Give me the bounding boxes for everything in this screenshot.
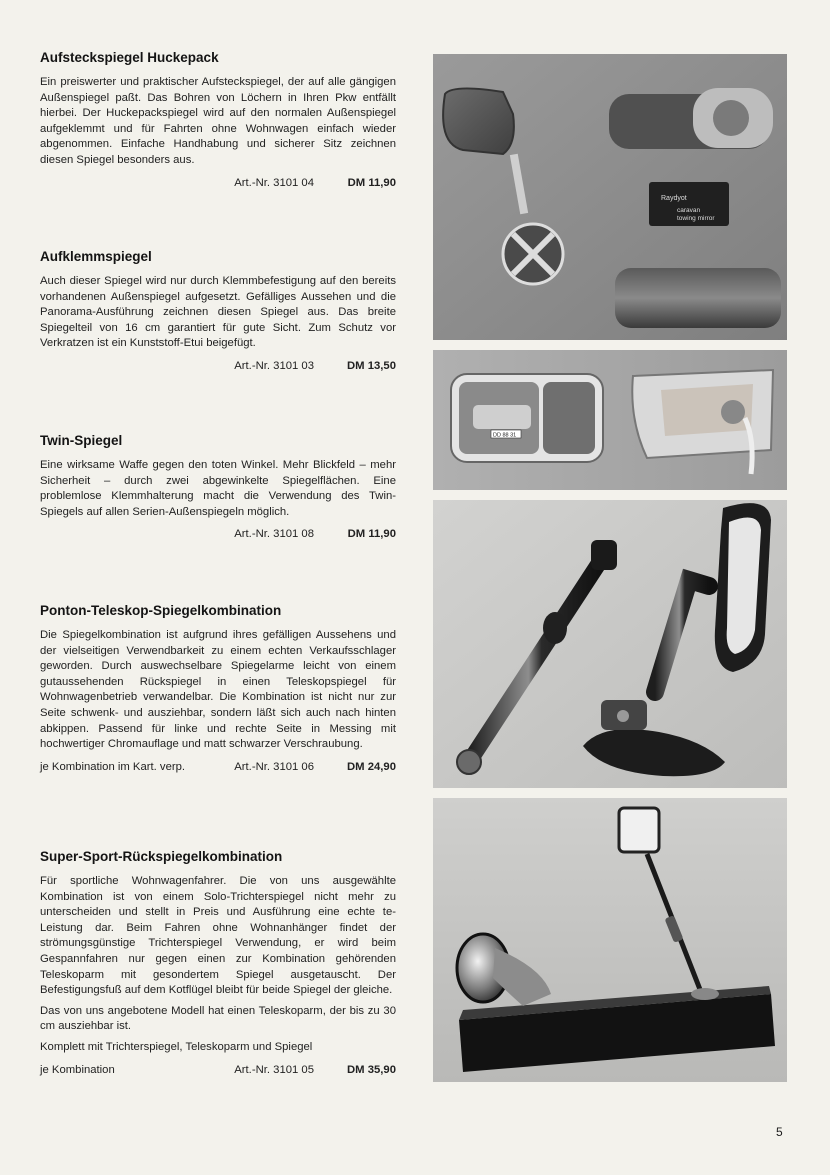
section-title: Aufsteckspiegel Huckepack [40, 50, 219, 65]
article-number: Art.-Nr. 3101 04 [234, 176, 314, 189]
section-body: Eine wirksame Waffe gegen den toten Winkel. Mehr Blickfeld – mehr Sicherheit – durch zwei abgewinkelte Spiegelflächen. Eine problemlose Klemmhalterung macht die Verwendung des Twin-Spiegels auf allen Serien-Außenspiegeln möglich. [40, 459, 396, 518]
section-title: Ponton-Teleskop-Spiegelkombination [40, 603, 282, 618]
article-number: Art.-Nr. 3101 03 [234, 359, 314, 372]
section-aufklemmspiegel [40, 249, 396, 372]
protective-etui [615, 268, 781, 328]
clamp-bracket [609, 88, 773, 149]
section-body: Das von uns angebotene Modell hat einen Teleskoparm, der bis zu 30 cm ausziehbar ist. [40, 1004, 396, 1033]
section-ponton-teleskop [40, 603, 396, 773]
brand-text: Raydyot [661, 195, 687, 202]
page-number: 5 [776, 1125, 783, 1139]
packaging-label [649, 182, 729, 226]
section-body: Die Spiegelkombination ist aufgrund ihres gefälligen Aussehens und der vielseitigen Verwendbarkeit zu einem echten Verkaufsschlager geworden. Durch auswechselbare Spiegelarme leicht von einem gutaussehenden Rückspiegel in einen Teleskopspiegel für Wohnwagenbetrieb verwandelbar. Die Kombination ist nicht nur zur Seite schwenk- und ausziehbar, sondern läßt sich auch nach hinten abkippen. Passend für linke und rechte Seite in Messing mit hochwertiger Chromauflage und matt schwarzer Verschraubung. [40, 629, 396, 751]
photo-huckepack [433, 54, 787, 340]
article-line [40, 761, 396, 773]
section-twin-spiegel [40, 433, 396, 540]
label-line2: towing mirror [677, 215, 715, 222]
article-lead: je Kombination im Kart. verp. [40, 760, 186, 773]
section-aufsteckspiegel [40, 50, 396, 189]
price: DM 24,90 [347, 760, 396, 773]
section-body: Für sportliche Wohnwagenfahrer. Die von uns ausgewählte Kombination ist von einem Solo-Trichterspiegel nicht mehr zu unterscheiden und stellt in Preis und Ausführung eine echte te-Leistung dar. Beim Fahren ohne Wohnanhänger findet der strömungsgünstige Trichterspiegel Verwendung, er wird beim Gespannfahren nur gegen einen zur Kombination gehörenden Teleskoparm mit gesondertem Spiegel ausgetauscht. Der Befestigungsfuß auf dem Kotflügel bleibt für beide Spiegel der gleiche. [40, 875, 396, 997]
price: DM 11,90 [347, 528, 396, 541]
section-title: Aufklemmspiegel [40, 249, 152, 264]
label-line1: caravan [677, 207, 701, 214]
twin-mirror [451, 374, 603, 462]
section-title: Twin-Spiegel [40, 433, 123, 448]
section-title: Super-Sport-Rückspiegelkombination [40, 849, 283, 864]
article-number: Art.-Nr. 3101 06 [234, 760, 314, 773]
article-number: Art.-Nr. 3101 08 [234, 528, 314, 541]
license-plate: DD 88 31 [493, 432, 517, 439]
section-body: Komplett mit Trichterspiegel, Teleskoparm und Spiegel [40, 1040, 313, 1053]
article-line [40, 528, 396, 540]
photo-ponton-teleskop [433, 500, 787, 788]
article-lead: je Kombination [40, 1063, 115, 1076]
article-line [40, 177, 396, 189]
price: DM 11,90 [347, 176, 396, 189]
price: DM 35,90 [347, 1063, 396, 1076]
article-line [40, 1064, 396, 1076]
article-number: Art.-Nr. 3101 05 [234, 1063, 314, 1076]
photo-twin [433, 350, 787, 490]
section-body: Auch dieser Spiegel wird nur durch Klemmbefestigung auf den bereits vorhandenen Außenspiegel aufgesetzt. Gefälliges Aussehen und die Panorama-Ausführung zeichnen diesen Spiegel aus. Das breite Spiegelteil von 16 cm garantiert für gute Sicht. Zum Schutz vor Verkratzen ist ein Kunststoff-Etui beigefügt. [40, 275, 396, 350]
photo-super-sport [433, 798, 787, 1082]
article-line [40, 360, 396, 372]
section-super-sport [40, 849, 396, 1076]
section-body: Ein preiswerter und praktischer Aufsteckspiegel, der auf alle gängigen Außenspiegel paßt. Das Bohren von Löchern in Ihren Pkw entfällt hierbei. Der Huckepackspiegel wird auf den normalen Außenspiegel aufgeklemmt und für Fahrten ohne Wohnwagen einfach wieder abgenommen. Einfache Handhabung und sicherer Sitz zeichnen diesen Spiegel besonders aus. [40, 76, 396, 166]
price: DM 13,50 [347, 359, 396, 372]
